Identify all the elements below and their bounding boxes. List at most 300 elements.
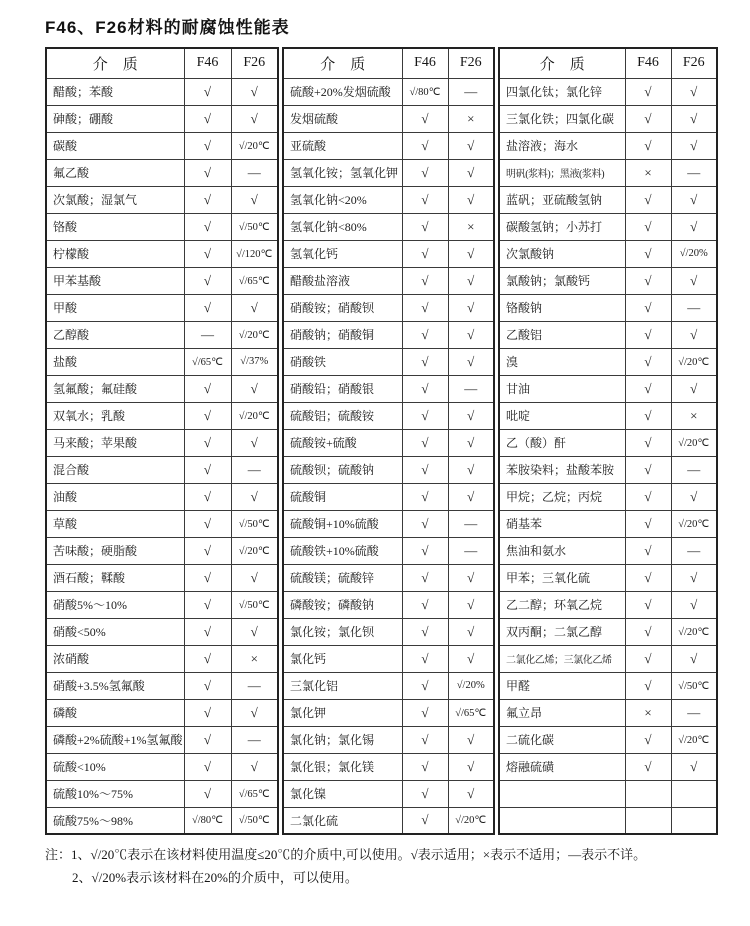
f46-cell: √ <box>184 267 231 294</box>
f46-column-header: F46 <box>625 48 671 78</box>
f26-cell: √/65℃ <box>231 780 278 807</box>
f26-cell: — <box>448 375 494 402</box>
table-row <box>499 807 717 834</box>
f26-cell: × <box>231 645 278 672</box>
medium-cell: 熔融硫磺 <box>499 753 625 780</box>
table-row <box>46 213 278 240</box>
f46-cell: √ <box>625 132 671 159</box>
medium-cell: 二硫化碳 <box>499 726 625 753</box>
medium-cell: 铬酸钠 <box>499 294 625 321</box>
medium-cell: 硝酸铁 <box>283 348 402 375</box>
medium-cell: 氢氧化钠<80% <box>283 213 402 240</box>
f46-cell: √ <box>625 618 671 645</box>
table-row <box>46 726 278 753</box>
table-row <box>499 240 717 267</box>
f46-cell: √/80℃ <box>184 807 231 834</box>
table-row <box>46 132 278 159</box>
table-row <box>46 672 278 699</box>
table-row <box>46 294 278 321</box>
f46-cell: √ <box>625 456 671 483</box>
medium-cell: 乙醇酸 <box>46 321 184 348</box>
f46-cell: √ <box>625 402 671 429</box>
f46-cell: √ <box>625 753 671 780</box>
f46-cell: √ <box>402 402 448 429</box>
f26-cell: √ <box>448 267 494 294</box>
table-row <box>46 402 278 429</box>
f46-cell: × <box>625 699 671 726</box>
medium-cell: 马来酸；苹果酸 <box>46 429 184 456</box>
table-row <box>499 780 717 807</box>
f26-cell: — <box>671 294 717 321</box>
f26-cell: √/20℃ <box>671 618 717 645</box>
medium-cell: 硫酸铜 <box>283 483 402 510</box>
f46-cell: √ <box>402 348 448 375</box>
header-row <box>46 48 278 78</box>
medium-cell: 硫酸钡；硫酸钠 <box>283 456 402 483</box>
tables-container <box>45 47 750 835</box>
medium-cell: 硫酸75%～98% <box>46 807 184 834</box>
medium-cell: 次氯酸；湿氯气 <box>46 186 184 213</box>
medium-cell: 硫酸<10% <box>46 753 184 780</box>
table-row <box>46 159 278 186</box>
medium-cell: 氯化钠；氯化锡 <box>283 726 402 753</box>
f46-cell: √ <box>402 213 448 240</box>
table-row <box>499 726 717 753</box>
table-row <box>283 699 494 726</box>
table-row <box>283 645 494 672</box>
table-row <box>499 402 717 429</box>
f26-cell: √ <box>448 591 494 618</box>
f26-cell: √/20℃ <box>671 429 717 456</box>
f26-cell: √ <box>671 213 717 240</box>
table-row <box>283 240 494 267</box>
f46-cell <box>625 780 671 807</box>
header-row <box>499 48 717 78</box>
table-row <box>499 618 717 645</box>
table-row <box>499 591 717 618</box>
f26-cell: — <box>231 726 278 753</box>
f26-cell: √ <box>448 159 494 186</box>
f46-cell: √ <box>625 213 671 240</box>
f26-cell: √ <box>671 105 717 132</box>
medium-cell: 浓硝酸 <box>46 645 184 672</box>
table-row <box>283 807 494 834</box>
f46-cell: √ <box>184 159 231 186</box>
f26-cell <box>671 780 717 807</box>
table-row <box>283 564 494 591</box>
table-row <box>46 348 278 375</box>
medium-cell: 铬酸 <box>46 213 184 240</box>
table-row <box>283 510 494 537</box>
table-row <box>499 321 717 348</box>
f26-cell: √ <box>231 105 278 132</box>
f46-cell: √ <box>625 591 671 618</box>
table-row <box>283 618 494 645</box>
f46-cell: √ <box>625 105 671 132</box>
medium-cell: 甲酸 <box>46 294 184 321</box>
f46-cell: √ <box>184 780 231 807</box>
footnotes <box>45 844 750 890</box>
f46-cell: √ <box>184 618 231 645</box>
medium-cell: 发烟硫酸 <box>283 105 402 132</box>
table-row <box>283 375 494 402</box>
f46-cell: √ <box>625 348 671 375</box>
table-row <box>46 591 278 618</box>
f46-cell: √ <box>184 105 231 132</box>
f46-cell: √ <box>402 267 448 294</box>
medium-cell: 二氯化硫 <box>283 807 402 834</box>
table-row <box>46 510 278 537</box>
f26-cell: √ <box>231 375 278 402</box>
f46-cell: — <box>184 321 231 348</box>
f46-cell: √ <box>402 672 448 699</box>
f26-cell: √ <box>448 132 494 159</box>
medium-cell: 甲烷；乙烷；丙烷 <box>499 483 625 510</box>
f46-cell: √ <box>625 537 671 564</box>
f46-cell: √ <box>402 510 448 537</box>
medium-cell: 醋酸；苯酸 <box>46 78 184 105</box>
table-row <box>46 105 278 132</box>
f26-cell: √ <box>671 753 717 780</box>
f26-cell: √ <box>448 726 494 753</box>
table-row <box>283 213 494 240</box>
medium-cell: 盐溶液；海水 <box>499 132 625 159</box>
f46-cell: √ <box>402 645 448 672</box>
f26-cell: √/20℃ <box>671 348 717 375</box>
medium-cell: 柠檬酸 <box>46 240 184 267</box>
medium-cell: 乙二醇；环氧乙烷 <box>499 591 625 618</box>
f46-column-header: F46 <box>402 48 448 78</box>
medium-cell: 焦油和氨水 <box>499 537 625 564</box>
f46-cell: √ <box>184 186 231 213</box>
f26-cell: — <box>671 537 717 564</box>
f26-cell: √ <box>671 591 717 618</box>
f46-cell: √ <box>184 699 231 726</box>
table-row <box>46 645 278 672</box>
f26-cell: √ <box>231 699 278 726</box>
table-row <box>499 348 717 375</box>
medium-cell: 磷酸 <box>46 699 184 726</box>
f26-cell: √ <box>231 618 278 645</box>
table-row <box>46 807 278 834</box>
f26-cell: √ <box>448 456 494 483</box>
f46-cell: × <box>625 159 671 186</box>
medium-cell: 二氯化乙烯；三氯化乙烯 <box>499 645 625 672</box>
f26-cell: √ <box>448 348 494 375</box>
table-row <box>499 213 717 240</box>
corrosion-table-right <box>498 47 718 835</box>
f46-cell: √ <box>184 672 231 699</box>
f46-cell: √ <box>184 375 231 402</box>
medium-cell: 磷酸铵；磷酸钠 <box>283 591 402 618</box>
medium-cell: 混合酸 <box>46 456 184 483</box>
f26-cell: √ <box>448 753 494 780</box>
table-row <box>46 375 278 402</box>
medium-cell: 氯化钙 <box>283 645 402 672</box>
f46-cell: √ <box>184 537 231 564</box>
medium-column-header: 介 质 <box>283 48 402 78</box>
medium-cell: 苯胺染料；盐酸苯胺 <box>499 456 625 483</box>
table-row <box>499 186 717 213</box>
table-row <box>283 753 494 780</box>
f26-cell: √ <box>448 645 494 672</box>
table-row <box>46 78 278 105</box>
table-row <box>283 186 494 213</box>
medium-cell: 乙（酸）酐 <box>499 429 625 456</box>
medium-cell: 乙酸铝 <box>499 321 625 348</box>
medium-cell: 氯酸钠；氯酸钙 <box>499 267 625 294</box>
f26-cell: × <box>448 105 494 132</box>
f26-cell: √ <box>448 294 494 321</box>
medium-cell: 油酸 <box>46 483 184 510</box>
medium-cell: 亚硫酸 <box>283 132 402 159</box>
f46-cell: √ <box>625 321 671 348</box>
table-row <box>283 132 494 159</box>
f26-cell: √/65℃ <box>231 267 278 294</box>
f26-cell: √ <box>231 294 278 321</box>
f46-cell: √ <box>184 483 231 510</box>
f46-cell: √ <box>625 240 671 267</box>
footnote-line-1: 注：1、√/20℃表示在该材料使用温度≤20℃的介质中,可以使用。√表示适用；×表示不适用；—表示不详。 <box>45 847 647 862</box>
table-row <box>499 429 717 456</box>
f46-cell: √ <box>184 564 231 591</box>
f46-cell: √ <box>184 294 231 321</box>
f26-cell: √ <box>671 321 717 348</box>
table-row <box>46 537 278 564</box>
table-row <box>283 726 494 753</box>
f46-cell: √ <box>184 132 231 159</box>
medium-cell: 氯化银；氯化镁 <box>283 753 402 780</box>
table-row <box>283 483 494 510</box>
medium-cell: 氟立昂 <box>499 699 625 726</box>
f46-cell: √ <box>184 213 231 240</box>
header-row <box>283 48 494 78</box>
medium-cell: 明矾(浆料)；黑液(浆料) <box>499 159 625 186</box>
f46-cell: √ <box>625 375 671 402</box>
f46-cell: √ <box>402 186 448 213</box>
f26-cell: √ <box>231 429 278 456</box>
f46-cell: √ <box>184 510 231 537</box>
f26-cell: √/20℃ <box>671 726 717 753</box>
medium-cell: 硝酸铅；硝酸银 <box>283 375 402 402</box>
f26-cell: — <box>231 672 278 699</box>
f46-cell: √ <box>402 726 448 753</box>
f46-cell: √ <box>625 483 671 510</box>
medium-cell <box>499 780 625 807</box>
table-row <box>283 591 494 618</box>
f46-cell: √ <box>184 240 231 267</box>
table-row <box>499 294 717 321</box>
medium-cell: 盐酸 <box>46 348 184 375</box>
medium-cell: 甲苯基酸 <box>46 267 184 294</box>
medium-cell: 三氯化铝 <box>283 672 402 699</box>
f26-cell: √/50℃ <box>231 591 278 618</box>
medium-cell: 甘油 <box>499 375 625 402</box>
f46-cell: √ <box>402 429 448 456</box>
table-row <box>499 483 717 510</box>
f46-cell: √ <box>625 186 671 213</box>
medium-cell: 硝酸钠；硝酸铜 <box>283 321 402 348</box>
f26-cell: √ <box>671 132 717 159</box>
f26-cell: — <box>671 456 717 483</box>
f26-cell: √/20℃ <box>448 807 494 834</box>
f46-cell: √ <box>184 78 231 105</box>
f26-cell: √/50℃ <box>231 510 278 537</box>
table-row <box>46 753 278 780</box>
f26-cell: √ <box>448 780 494 807</box>
f46-cell: √ <box>625 726 671 753</box>
medium-cell: 硝酸+3.5%氢氟酸 <box>46 672 184 699</box>
f26-cell: — <box>231 159 278 186</box>
f46-cell: √ <box>402 105 448 132</box>
f26-cell: √ <box>231 483 278 510</box>
f46-cell: √ <box>625 645 671 672</box>
table-row <box>46 564 278 591</box>
medium-cell: 吡啶 <box>499 402 625 429</box>
medium-cell: 苦味酸；硬脂酸 <box>46 537 184 564</box>
medium-cell: 蓝矾；亚硫酸氢钠 <box>499 186 625 213</box>
f46-cell: √ <box>625 510 671 537</box>
f46-cell: √ <box>402 807 448 834</box>
f46-cell: √ <box>625 294 671 321</box>
table-row <box>283 321 494 348</box>
table-row <box>499 645 717 672</box>
medium-cell: 碳酸 <box>46 132 184 159</box>
f46-cell <box>625 807 671 834</box>
page-title: F46、F26材料的耐腐蚀性能表 <box>45 18 290 37</box>
f26-cell: √ <box>448 186 494 213</box>
medium-cell: 硝酸<50% <box>46 618 184 645</box>
f46-cell: √ <box>402 240 448 267</box>
f26-cell: — <box>448 78 494 105</box>
f46-cell: √ <box>184 726 231 753</box>
table-row <box>283 159 494 186</box>
f26-cell: — <box>671 159 717 186</box>
medium-cell: 碳酸氢钠；小苏打 <box>499 213 625 240</box>
table-row <box>283 294 494 321</box>
table-row <box>499 672 717 699</box>
table-row <box>499 132 717 159</box>
f46-cell: √ <box>402 132 448 159</box>
f46-column-header: F46 <box>184 48 231 78</box>
f26-cell: √/20℃ <box>231 537 278 564</box>
table-row <box>499 510 717 537</box>
f26-cell: — <box>671 699 717 726</box>
medium-column-header: 介 质 <box>46 48 184 78</box>
medium-cell: 氢氟酸；氟硅酸 <box>46 375 184 402</box>
f46-cell: √ <box>402 564 448 591</box>
table-row <box>283 348 494 375</box>
medium-cell: 草酸 <box>46 510 184 537</box>
table-row <box>46 618 278 645</box>
medium-cell: 氢氧化铵；氢氧化钾 <box>283 159 402 186</box>
f26-cell: √/20% <box>448 672 494 699</box>
f26-cell: √ <box>671 375 717 402</box>
table-row <box>499 78 717 105</box>
table-row <box>499 564 717 591</box>
table-row <box>283 537 494 564</box>
f26-column-header: F26 <box>231 48 278 78</box>
f46-cell: √ <box>625 564 671 591</box>
f26-cell: — <box>448 510 494 537</box>
f46-cell: √ <box>402 699 448 726</box>
f26-cell: √/20℃ <box>671 510 717 537</box>
table-row <box>46 429 278 456</box>
table-row <box>499 375 717 402</box>
f46-cell: √ <box>402 456 448 483</box>
f26-cell: √/20℃ <box>231 321 278 348</box>
f26-cell: √ <box>671 564 717 591</box>
f46-cell: √/65℃ <box>184 348 231 375</box>
f26-cell: √/50℃ <box>671 672 717 699</box>
medium-cell: 硝酸铵；硝酸钡 <box>283 294 402 321</box>
f26-cell: √ <box>671 186 717 213</box>
medium-cell: 氟乙酸 <box>46 159 184 186</box>
f26-cell: √ <box>448 429 494 456</box>
f46-cell: √ <box>402 159 448 186</box>
table-row <box>283 672 494 699</box>
table-row <box>283 267 494 294</box>
f46-cell: √ <box>402 321 448 348</box>
table-row <box>46 780 278 807</box>
f26-cell: √/20℃ <box>231 402 278 429</box>
medium-cell: 硫酸铝；硫酸铵 <box>283 402 402 429</box>
table-row <box>46 456 278 483</box>
f46-cell: √ <box>402 591 448 618</box>
f26-cell: √ <box>448 483 494 510</box>
medium-cell: 磷酸+2%硫酸+1%氢氟酸 <box>46 726 184 753</box>
f26-cell: √/20℃ <box>231 132 278 159</box>
table-row <box>46 483 278 510</box>
medium-cell: 硫酸10%～75% <box>46 780 184 807</box>
f46-cell: √ <box>402 483 448 510</box>
table-row <box>46 186 278 213</box>
f26-column-header: F26 <box>671 48 717 78</box>
table-row <box>283 78 494 105</box>
f26-cell: × <box>671 402 717 429</box>
table-row <box>283 429 494 456</box>
medium-cell: 甲醛 <box>499 672 625 699</box>
table-row <box>46 321 278 348</box>
table-row <box>283 780 494 807</box>
footnote-line-2: 2、√/20%表示该材料在20%的介质中，可以使用。 <box>72 869 358 885</box>
f46-cell: √ <box>402 294 448 321</box>
f26-cell: √ <box>671 645 717 672</box>
f26-cell: — <box>231 456 278 483</box>
f26-cell: √ <box>671 483 717 510</box>
medium-cell: 硫酸铜+10%硫酸 <box>283 510 402 537</box>
f46-cell: √ <box>184 645 231 672</box>
table-row <box>283 402 494 429</box>
f26-cell: √ <box>448 564 494 591</box>
f46-cell: √/80℃ <box>402 78 448 105</box>
medium-cell: 氢氧化钙 <box>283 240 402 267</box>
f26-cell: √ <box>231 186 278 213</box>
medium-cell: 醋酸盐溶液 <box>283 267 402 294</box>
f26-cell <box>671 807 717 834</box>
medium-cell: 酒石酸；鞣酸 <box>46 564 184 591</box>
f46-cell: √ <box>402 375 448 402</box>
medium-column-header: 介 质 <box>499 48 625 78</box>
medium-cell: 四氯化钛；氯化锌 <box>499 78 625 105</box>
table-row <box>499 105 717 132</box>
table-row <box>499 456 717 483</box>
medium-cell <box>499 807 625 834</box>
table-row <box>46 267 278 294</box>
f46-cell: √ <box>625 429 671 456</box>
medium-cell: 硫酸+20%发烟硫酸 <box>283 78 402 105</box>
medium-cell: 硫酸铵+硫酸 <box>283 429 402 456</box>
